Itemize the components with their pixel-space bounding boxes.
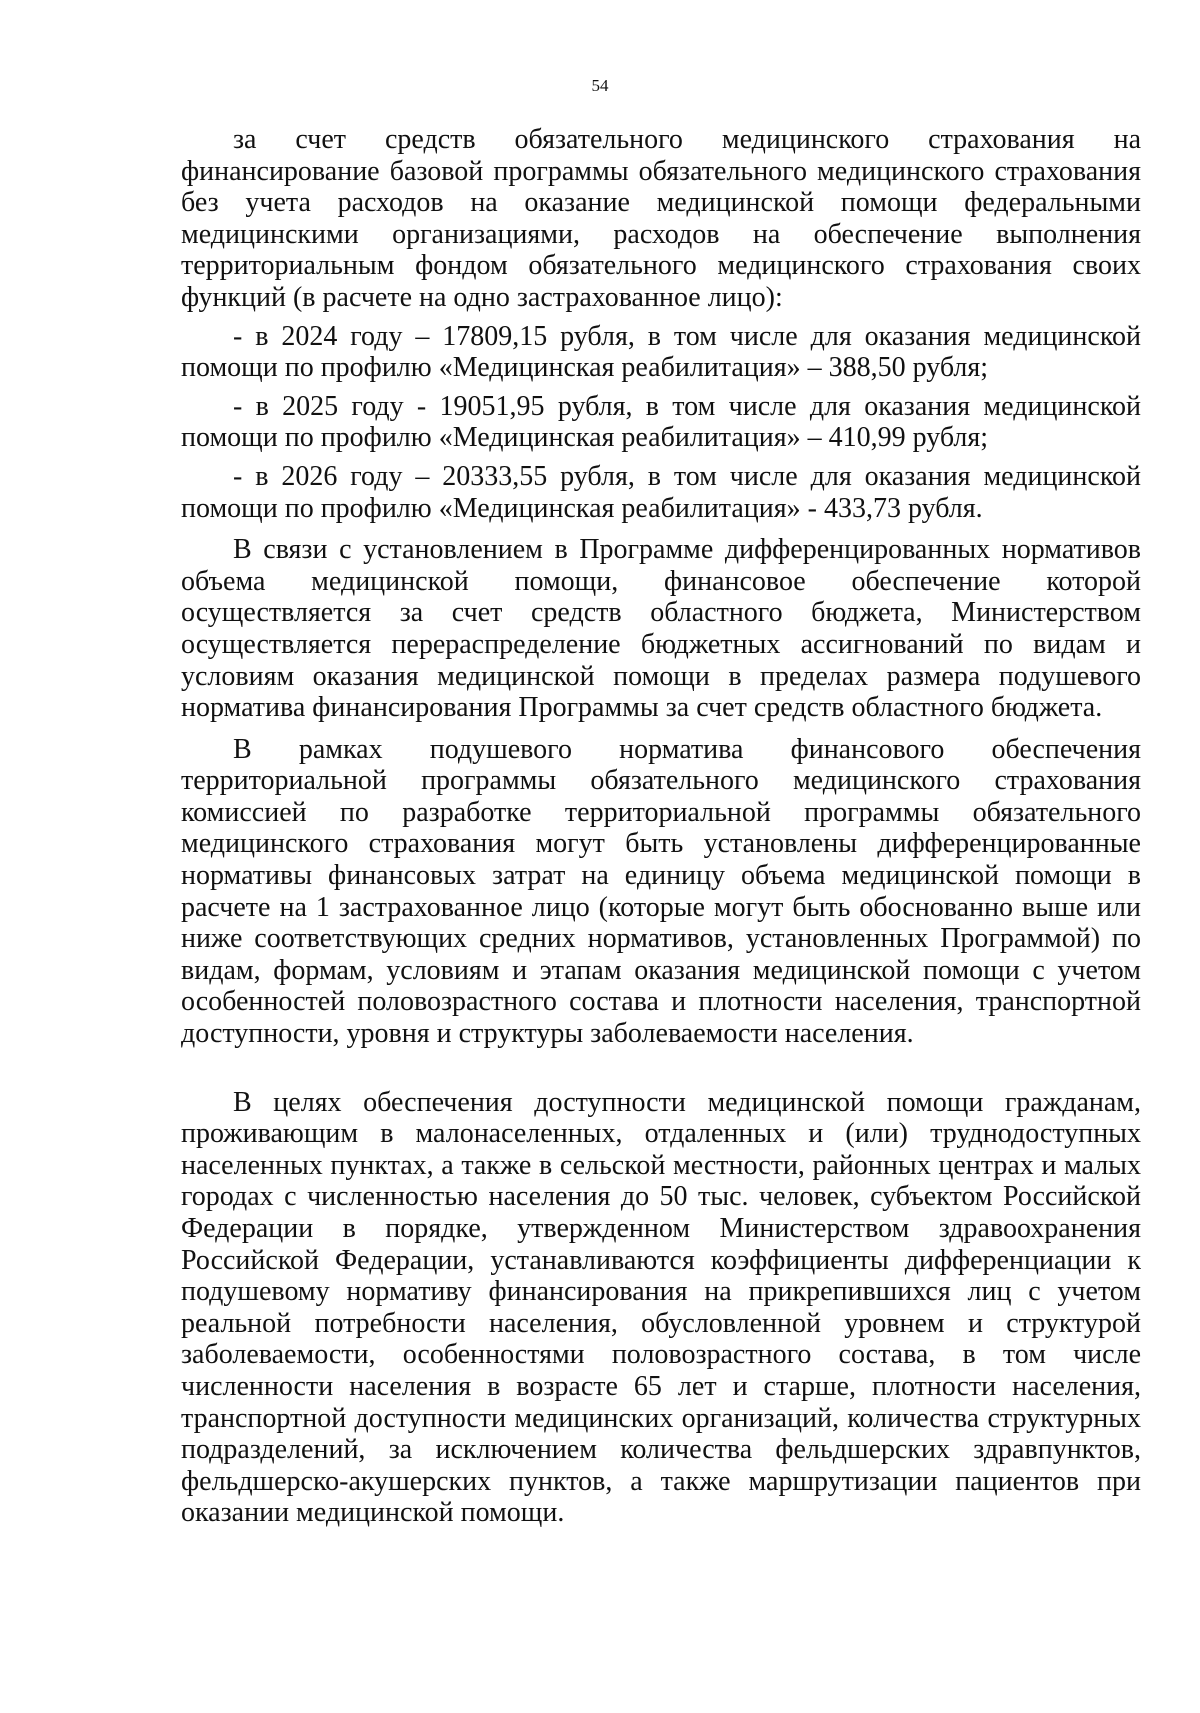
paragraph-funding-basis: за счет средств обязательного медицинского страхования на финансирование базовой программы обязательного медицинского страхования без учета расходов на оказание медицинской помощи федеральными медицинскими организациями, расходов на обеспечение выполнения территориальным фондом обязательного медицинского страхования своих функций (в расчете на одно застрахованное лицо): — [181, 124, 1141, 313]
list-item-2024: - в 2024 году – 17809,15 рубля, в том числе для оказания медицинской помощи по профилю «Медицинская реабилитация» – 388,50 рубля; — [181, 320, 1141, 384]
paragraph-differentiation-coefficients: В целях обеспечения доступности медицинской помощи гражданам, проживающим в малонаселенных, отдаленных и (или) труднодоступных населенных пунктах, а также в сельской местности, районных центрах и малых городах с численностью населения до 50 тыс. человек, субъектом Российской Федерации в порядке, утвержденном Министерством здравоохранения Российской Федерации, устанавливаются коэффициенты дифференциации к подушевому нормативу финансирования на прикрепившихся лиц с учетом реальной потребности населения, обусловленной уровнем и структурой заболеваемости, особенностями половозрастного состава, в том числе численности населения в возрасте 65 лет и старше, плотности населения, транспортной доступности медицинских организаций, количества структурных подразделений, за исключением количества фельдшерских здравпунктов, фельдшерско-акушерских пунктов, а также маршрутизации пациентов при оказании медицинской помощи. — [181, 1086, 1141, 1529]
paragraph-differentiated-norms: В рамках подушевого норматива финансового обеспечения территориальной программы обязательного медицинского страхования комиссией по разработке территориальной программы обязательного медицинского страхования могут быть установлены дифференцированные нормативы финансовых затрат на единицу объема медицинской помощи в расчете на 1 застрахованное лицо (которые могут быть обоснованно выше или ниже соответствующих средних нормативов, установленных Программой) по видам, формам, условиям и этапам оказания медицинской помощи с учетом особенностей половозрастного состава и плотности населения, транспортной доступности, уровня и структуры заболеваемости населения. — [181, 733, 1141, 1050]
list-item-2025: - в 2025 году - 19051,95 рубля, в том числе для оказания медицинской помощи по профилю «Медицинская реабилитация» – 410,99 рубля; — [181, 390, 1141, 454]
page-number: 54 — [591, 76, 609, 95]
document-body — [181, 124, 1141, 1529]
paragraph-budget-redistribution: В связи с установлением в Программе дифференцированных нормативов объема медицинской помощи, финансовое обеспечение которой осуществляется за счет средств областного бюджета, Министерством осуществляется перераспределение бюджетных ассигнований по видам и условиям оказания медицинской помощи в пределах размера подушевого норматива финансирования Программы за счет средств областного бюджета. — [181, 534, 1141, 724]
list-item-2026: - в 2026 году – 20333,55 рубля, в том числе для оказания медицинской помощи по профилю «Медицинская реабилитация» - 433,73 рубля. — [181, 460, 1141, 524]
